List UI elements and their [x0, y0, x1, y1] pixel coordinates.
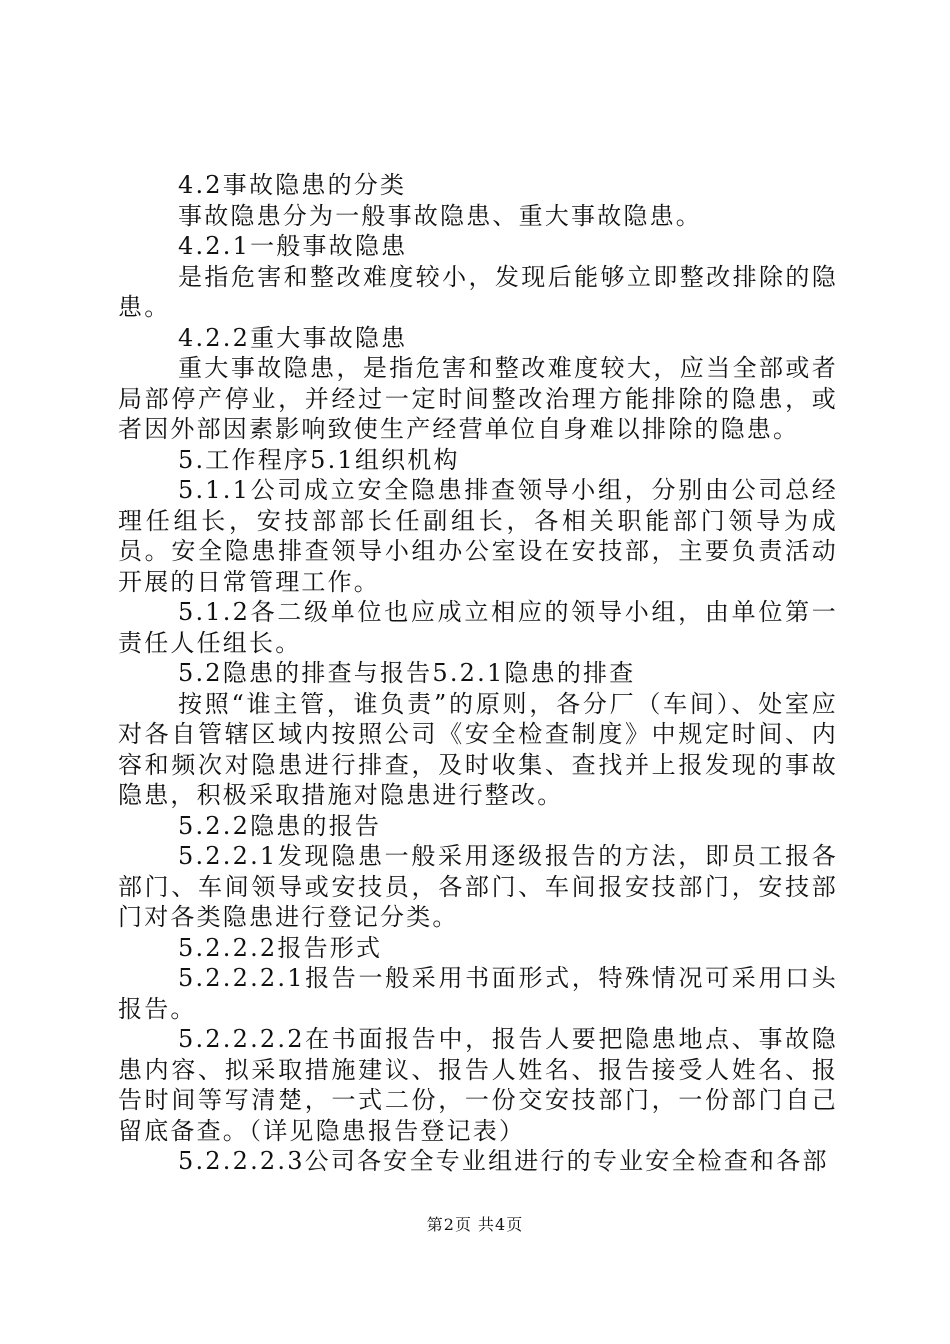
paragraph: 5.2.2.2.3公司各安全专业组进行的专业安全检查和各部	[178, 1147, 829, 1175]
section-heading: 5.工作程序5.1组织机构	[178, 445, 460, 474]
page-footer: 第2页 共4页	[426, 1215, 524, 1234]
paragraph: 5.1.2各二级单位也应成立相应的领导小组，由单位第一责任人任组长。	[118, 598, 838, 657]
paragraph: 5.2.2.2.2在书面报告中，报告人要把隐患地点、事故隐患内容、拟采取措施建议、报告人姓名、报告接受人姓名、报告时间等写清楚，一式二份，一份交安技部门，一份部门自己留底备查。（详见隐患报告登记表）	[118, 1025, 838, 1145]
section-heading: 5.2隐患的排查与报告5.2.1隐患的排查	[178, 659, 636, 687]
document-body	[118, 170, 838, 1177]
paragraph: 重大事故隐患，是指危害和整改难度较大，应当全部或者局部停产停业，并经过一定时间整改治理方能排除的隐患，或者因外部因素影响致使生产经营单位自身难以排除的隐患。	[118, 354, 838, 443]
paragraph: 事故隐患分为一般事故隐患、重大事故隐患。	[178, 201, 702, 230]
section-heading: 4.2事故隐患的分类	[178, 171, 407, 199]
section-heading: 5.2.2隐患的报告	[178, 811, 382, 840]
paragraph: 是指危害和整改难度较小，发现后能够立即整改排除的隐患。	[118, 262, 838, 321]
section-heading: 5.2.2.2报告形式	[178, 933, 383, 962]
section-heading: 4.2.2重大事故隐患	[178, 323, 408, 352]
section-heading: 4.2.1一般事故隐患	[178, 232, 408, 260]
paragraph: 5.2.2.2.1报告一般采用书面形式，特殊情况可采用口头报告。	[118, 964, 838, 1023]
paragraph: 5.2.2.1发现隐患一般采用逐级报告的方法，即员工报各部门、车间领导或安技员，各部门、车间报安技部门，安技部门对各类隐患进行登记分类。	[118, 842, 838, 931]
paragraph: 按照“谁主管，谁负责”的原则，各分厂（车间）、处室应对各自管辖区域内按照公司《安全检查制度》中规定时间、内容和频次对隐患进行排查，及时收集、查找并上报发现的事故隐患，积极采取措施对隐患进行整改。	[118, 689, 838, 809]
paragraph: 5.1.1公司成立安全隐患排查领导小组，分别由公司总经理任组长，安技部部长任副组长，各相关职能部门领导为成员。安全隐患排查领导小组办公室设在安技部，主要负责活动开展的日常管理工作。	[118, 476, 838, 596]
